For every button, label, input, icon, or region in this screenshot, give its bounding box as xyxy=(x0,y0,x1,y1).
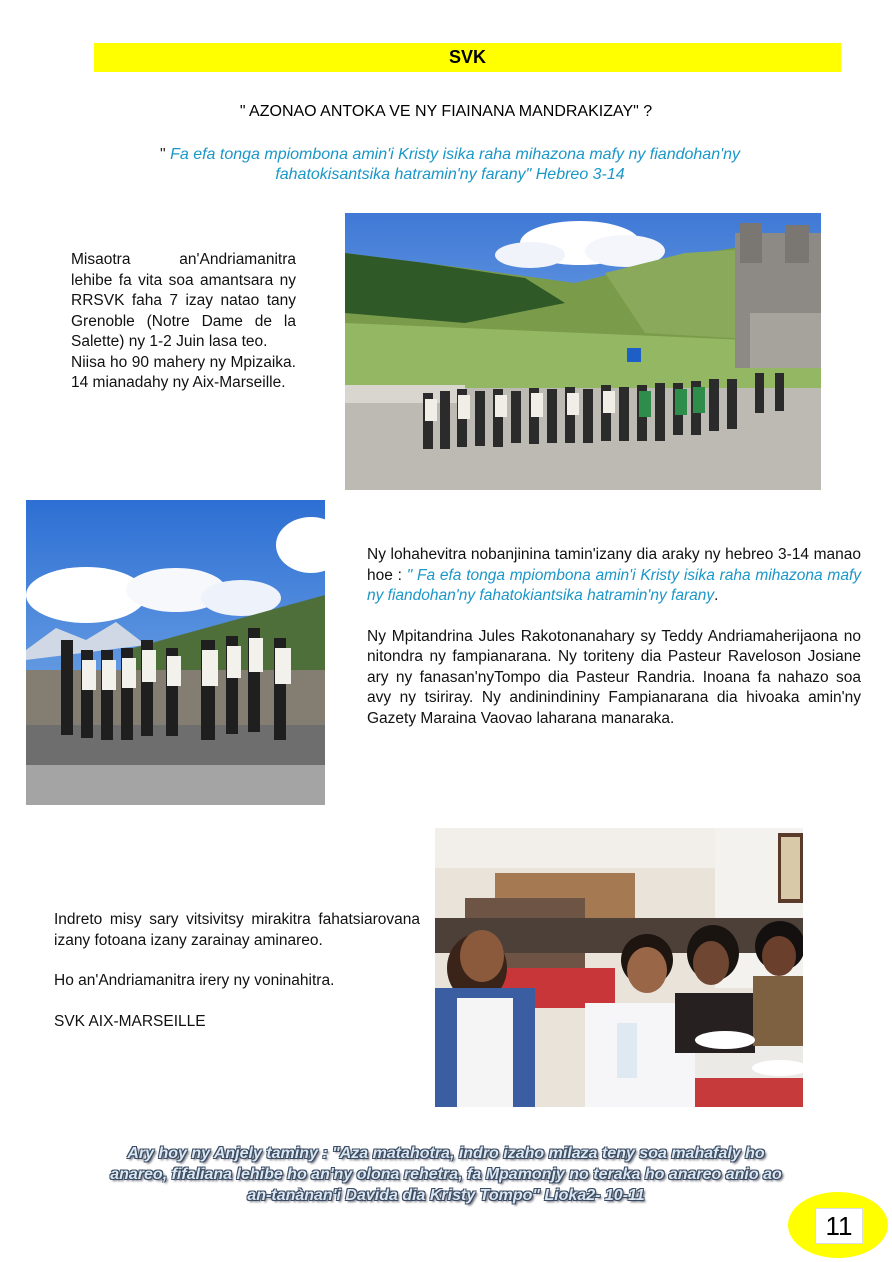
theme-quote-end: . xyxy=(714,587,719,604)
intro-text: Misaotra an'Andriamanitra lehibe fa vita soa amantsara ny RRSVK faha 7 izay natao tany Grenoble (Notre Dame de la Salette) ny 1-2 Juin lasa teo. xyxy=(71,251,296,350)
footer-scripture-quote xyxy=(40,1143,852,1206)
verse-line-2: fahatokisantsika hatramin'ny farany" Hebreo 3-14 xyxy=(275,166,625,183)
verse-line-1: Fa efa tonga mpiombona amin'i Kristy isika raha mihazona mafy ny fiandohan'ny xyxy=(170,146,741,163)
page-question: " AZONAO ANTOKA VE NY FIAINANA MANDRAKIZAY" ? xyxy=(239,103,653,120)
paragraph-teaching xyxy=(367,545,861,729)
theme-quote: " Fa efa tonga mpiombona amin'i Kristy isika raha mihazona mafy ny fiandohan'ny fahatokiantsika hatramin'ny farany xyxy=(367,566,862,604)
photo-group-mountain xyxy=(26,500,325,805)
closing-text: Indreto misy sary vitsivitsy mirakitra fahatsiarovana izany fotoana izany zarainay aminareo. xyxy=(54,911,420,949)
paragraph-closing xyxy=(54,910,420,1032)
photo-dining-hall xyxy=(435,828,803,1107)
footer-line-2: anareo, fifaliana lehibe ho an'ny olona rehetra, fa Mpamonjy no teraka ho anareo anio ao xyxy=(110,1166,782,1183)
page-number: 11 xyxy=(815,1208,863,1244)
photo-group-salette xyxy=(345,213,821,490)
scripture-verse xyxy=(100,145,800,185)
glory-text: Ho an'Andriamanitra irery ny voninahitra. xyxy=(54,972,335,989)
section-banner xyxy=(94,43,841,72)
theme-intro: Ny lohahevitra nobanjinina tamin'izany dia araky ny hebreo 3-14 manao hoe : xyxy=(367,546,861,584)
banner-title: SVK xyxy=(448,47,486,67)
participants-text: Niisa ho 90 mahery ny Mpizaika. 14 mianadahy ny Aix-Marseille. xyxy=(71,353,296,391)
footer-line-3: an-tanànan'i Davida dia Kristy Tompo" Lioka2- 10-11 xyxy=(247,1187,645,1204)
signature: SVK AIX-MARSEILLE xyxy=(54,1012,206,1030)
verse-open-quote: " xyxy=(159,146,166,163)
teaching-body: Ny Mpitandrina Jules Rakotonanahary sy Teddy Andriamaherijaona no nitondra ny fampianarana. Ny toriteny dia Pasteur Raveloson Josiane ary ny fanasan'nyTompo dia Pasteur Randria. Inoana fa nahazo soa avy ny tsiriray. Ny andinindininy Fampianarana dia hivoaka amin'ny Gazety Maraina Vaovao laharana manaraka. xyxy=(367,627,861,727)
footer-line-1: Ary hoy ny Anjely taminy : "Aza matahotra, indro izaho milaza teny soa mahafaly ho xyxy=(127,1145,765,1162)
teaching-theme xyxy=(367,545,861,607)
paragraph-intro xyxy=(71,250,296,394)
